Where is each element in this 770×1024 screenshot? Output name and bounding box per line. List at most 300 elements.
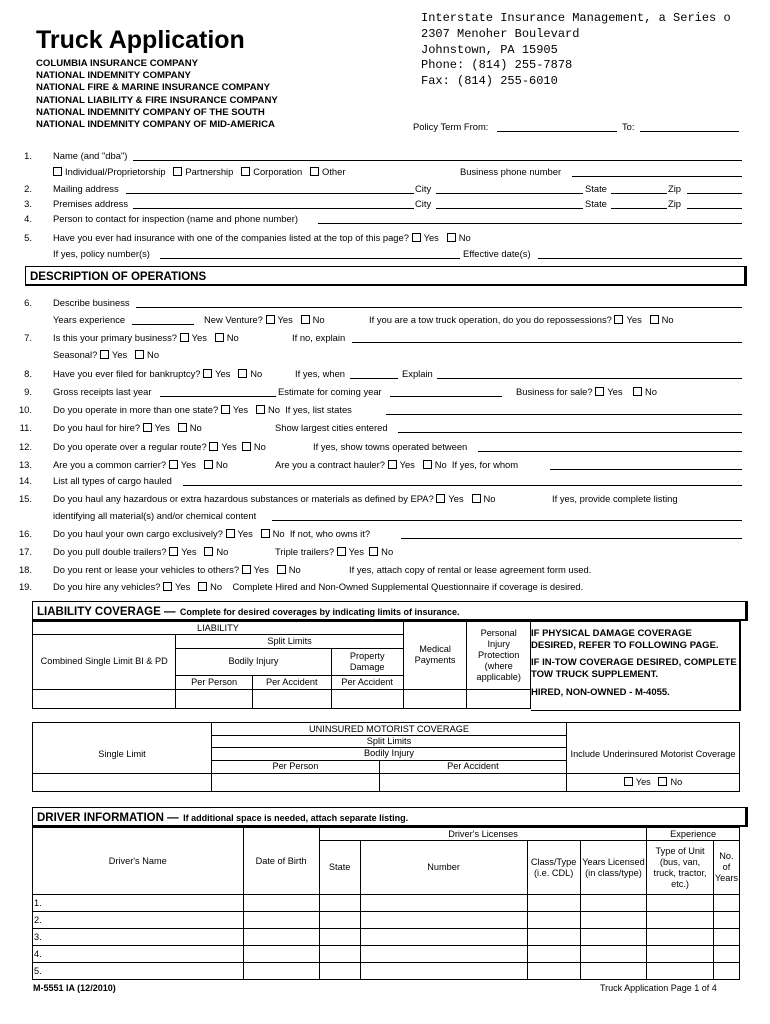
premises-zip-field[interactable] bbox=[687, 197, 742, 209]
medical-payments-cell[interactable] bbox=[403, 689, 467, 708]
common-carrier-row bbox=[53, 458, 228, 471]
yes-label: Yes bbox=[253, 564, 269, 575]
seasonal-label: Seasonal? bbox=[53, 349, 98, 360]
yes-label: Yes bbox=[191, 332, 207, 343]
yes-checkbox[interactable] bbox=[221, 405, 230, 414]
cell[interactable] bbox=[243, 946, 319, 963]
tow-repo-row bbox=[369, 313, 674, 326]
operations-section-header bbox=[25, 266, 747, 286]
cell[interactable] bbox=[580, 929, 647, 946]
no-label: No bbox=[381, 546, 394, 557]
single-limit-header: Single Limit bbox=[33, 736, 212, 774]
mailing-state-field[interactable] bbox=[611, 182, 667, 194]
cell[interactable] bbox=[243, 963, 319, 980]
per-person-header: Per Person bbox=[212, 760, 380, 773]
section-title: LIABILITY COVERAGE — bbox=[37, 606, 176, 618]
cell[interactable] bbox=[319, 895, 360, 912]
own-cargo-label: Do you haul your own cargo exclusively? bbox=[53, 528, 223, 539]
no-checkbox[interactable] bbox=[423, 460, 432, 469]
address-line: Johnstown, PA 15905 bbox=[421, 42, 558, 57]
hire-vehicles-label: Do you hire any vehicles? bbox=[53, 581, 161, 592]
cell[interactable] bbox=[527, 963, 580, 980]
state-label: State bbox=[585, 183, 607, 194]
row-number[interactable]: 1. bbox=[33, 895, 244, 912]
question-number: 14. bbox=[18, 475, 32, 486]
per-accident-header: Per Accident bbox=[252, 675, 331, 689]
no-label: No bbox=[458, 232, 471, 243]
page-number: Truck Application Page 1 of 4 bbox=[600, 983, 717, 993]
triple-trailers-label: Triple trailers? bbox=[275, 546, 335, 557]
yes-checkbox[interactable] bbox=[203, 369, 212, 378]
row-number[interactable]: 4. bbox=[33, 946, 244, 963]
address-line: Phone: (814) 255-7878 bbox=[421, 58, 573, 73]
license-number-header: Number bbox=[360, 841, 527, 895]
policy-term-row bbox=[413, 120, 488, 133]
yes-checkbox[interactable] bbox=[100, 350, 109, 359]
no-checkbox[interactable] bbox=[261, 529, 270, 538]
in-tow-note: IF IN-TOW COVERAGE DESIRED, COMPLETE TOW TRUCK SUPPLEMENT. bbox=[531, 657, 737, 680]
yes-checkbox[interactable] bbox=[388, 460, 397, 469]
blank-cell bbox=[33, 723, 212, 736]
yes-checkbox[interactable] bbox=[163, 582, 172, 591]
cell[interactable] bbox=[647, 963, 714, 980]
mailing-city-field[interactable] bbox=[436, 182, 583, 194]
cell[interactable] bbox=[319, 929, 360, 946]
mailing-zip-field[interactable] bbox=[687, 182, 742, 194]
years-experience-label: Years experience bbox=[53, 314, 126, 325]
dob-header: Date of Birth bbox=[243, 828, 319, 895]
question-number: 5. bbox=[24, 232, 32, 243]
question-number: 15. bbox=[18, 493, 32, 504]
cell[interactable] bbox=[713, 895, 739, 912]
yes-checkbox[interactable] bbox=[180, 333, 189, 342]
cell[interactable] bbox=[243, 912, 319, 929]
um-per-person-cell[interactable] bbox=[212, 773, 380, 791]
individual-checkbox[interactable] bbox=[53, 167, 62, 176]
zip-label: Zip bbox=[668, 183, 682, 194]
regular-route-row bbox=[53, 440, 266, 453]
no-checkbox[interactable] bbox=[198, 582, 207, 591]
primary-explain-field[interactable] bbox=[352, 331, 742, 343]
no-checkbox[interactable] bbox=[238, 369, 247, 378]
no-checkbox[interactable] bbox=[650, 315, 659, 324]
no-checkbox[interactable] bbox=[472, 494, 481, 503]
blank-cell bbox=[567, 723, 740, 736]
no-checkbox[interactable] bbox=[204, 547, 213, 556]
cell[interactable] bbox=[527, 912, 580, 929]
yes-label: Yes bbox=[215, 368, 231, 379]
uninsured-motorist-table bbox=[32, 722, 740, 792]
no-label: No bbox=[250, 368, 263, 379]
estimate-label: Estimate for coming year bbox=[278, 386, 382, 397]
double-trailers-label: Do you pull double trailers? bbox=[53, 546, 167, 557]
driver-name-header: Driver's Name bbox=[33, 828, 244, 895]
effective-date-label: Effective date(s) bbox=[463, 248, 531, 259]
yes-checkbox[interactable] bbox=[412, 233, 421, 242]
explain-label: Explain bbox=[402, 368, 433, 379]
years-experience-field[interactable] bbox=[132, 313, 194, 325]
yes-label: Yes bbox=[399, 459, 415, 470]
cell[interactable] bbox=[713, 929, 739, 946]
mailing-address-field[interactable] bbox=[126, 182, 414, 194]
company-name: NATIONAL INDEMNITY COMPANY OF MID-AMERICA bbox=[36, 119, 275, 131]
yes-checkbox[interactable] bbox=[266, 315, 275, 324]
no-label: No bbox=[267, 404, 280, 415]
section-subtitle: If additional space is needed, attach separate listing. bbox=[183, 813, 409, 823]
zip-label: Zip bbox=[668, 198, 682, 209]
yes-checkbox[interactable] bbox=[624, 777, 633, 786]
no-label: No bbox=[670, 776, 683, 787]
row-number[interactable]: 3. bbox=[33, 929, 244, 946]
policy-number-label: If yes, policy number(s) bbox=[53, 248, 150, 259]
when-label: If yes, when bbox=[295, 368, 346, 379]
state-label: State bbox=[585, 198, 607, 209]
prior-insurance-label: Have you ever had insurance with one of the companies listed at the top of this page? bbox=[53, 232, 409, 243]
company-name: COLUMBIA INSURANCE COMPANY bbox=[36, 58, 199, 69]
cell[interactable] bbox=[647, 946, 714, 963]
question-number: 17. bbox=[18, 546, 32, 557]
policy-from-label: Policy Term From: bbox=[413, 121, 489, 132]
regular-route-label: Do you operate over a regular route? bbox=[53, 441, 207, 452]
states-field[interactable] bbox=[386, 403, 742, 415]
policy-to-field[interactable] bbox=[640, 120, 739, 132]
contract-hauler-row bbox=[275, 458, 518, 471]
business-sale-row bbox=[516, 385, 657, 398]
driver-table bbox=[32, 827, 740, 980]
question-number: 6. bbox=[24, 297, 32, 308]
no-checkbox[interactable] bbox=[242, 442, 251, 451]
for-whom-field[interactable] bbox=[550, 458, 742, 470]
section-title: DESCRIPTION OF OPERATIONS bbox=[30, 271, 207, 283]
question-number: 7. bbox=[24, 332, 32, 343]
question-number: 16. bbox=[18, 528, 32, 539]
yes-label: Yes bbox=[232, 404, 249, 415]
other-label: Other bbox=[322, 166, 346, 177]
yes-label: Yes bbox=[277, 314, 293, 325]
uninsured-title: UNINSURED MOTORIST COVERAGE bbox=[212, 723, 567, 736]
name-label: Name (and "dba") bbox=[53, 150, 128, 161]
liability-header: LIABILITY bbox=[33, 622, 404, 635]
question-number: 18. bbox=[18, 564, 32, 575]
combined-single-cell[interactable] bbox=[33, 689, 176, 708]
row-number[interactable]: 5. bbox=[33, 963, 244, 980]
pd-per-accident-cell[interactable] bbox=[331, 689, 403, 708]
no-checkbox[interactable] bbox=[215, 333, 224, 342]
question-number: 12. bbox=[18, 441, 32, 452]
liability-section-header bbox=[32, 601, 748, 621]
combined-single-header: Combined Single Limit BI & PD bbox=[33, 635, 176, 690]
table-row bbox=[33, 895, 740, 912]
cell[interactable] bbox=[713, 912, 739, 929]
premises-city-field[interactable] bbox=[436, 197, 583, 209]
page-title: Truck Application bbox=[36, 26, 245, 54]
cell[interactable] bbox=[580, 963, 647, 980]
no-checkbox[interactable] bbox=[178, 423, 187, 432]
yes-checkbox[interactable] bbox=[169, 460, 178, 469]
no-label: No bbox=[483, 493, 496, 504]
underinsured-choice-cell bbox=[567, 773, 740, 791]
bodily-injury-header: Bodily Injury bbox=[176, 649, 331, 675]
gross-receipts-field[interactable] bbox=[160, 385, 276, 397]
entity-type-row bbox=[53, 165, 345, 178]
hazardous-label: Do you haul any hazardous or extra hazardous substances or materials as defined by EPA? bbox=[53, 493, 434, 504]
um-single-limit-cell[interactable] bbox=[33, 773, 212, 791]
materials-field[interactable] bbox=[272, 509, 742, 521]
yes-label: Yes bbox=[154, 422, 170, 433]
licenses-header: Driver's Licenses bbox=[319, 828, 647, 841]
underinsured-header: Include Underinsured Motorist Coverage bbox=[567, 736, 740, 774]
for-whom-label: If yes, for whom bbox=[451, 459, 519, 470]
no-label: No bbox=[272, 528, 285, 539]
years-count-header: No. of Years bbox=[713, 841, 739, 895]
row-number[interactable]: 2. bbox=[33, 912, 244, 929]
largest-cities-field[interactable] bbox=[398, 421, 742, 433]
city-label: City bbox=[415, 183, 432, 194]
yes-label: Yes bbox=[348, 546, 364, 557]
cell[interactable] bbox=[580, 946, 647, 963]
yes-label: Yes bbox=[180, 459, 196, 470]
haul-for-hire-row bbox=[53, 421, 202, 434]
question-number: 11. bbox=[19, 422, 32, 433]
no-checkbox[interactable] bbox=[277, 565, 286, 574]
table-row bbox=[33, 912, 740, 929]
cell[interactable] bbox=[527, 895, 580, 912]
cell[interactable] bbox=[580, 912, 647, 929]
yes-checkbox[interactable] bbox=[242, 565, 251, 574]
no-label: No bbox=[226, 332, 239, 343]
individual-label: Individual/Proprietorship bbox=[65, 166, 166, 177]
question-number: 2. bbox=[24, 183, 32, 194]
complete-listing-label: If yes, provide complete listing bbox=[552, 493, 678, 504]
cargo-types-field[interactable] bbox=[183, 474, 742, 486]
cargo-types-label: List all types of cargo hauled bbox=[53, 475, 172, 486]
hire-vehicles-row bbox=[53, 580, 583, 593]
policy-to-label: To: bbox=[622, 121, 635, 132]
driver-section-header bbox=[32, 807, 748, 827]
unit-type-header: Type of Unit (bus, van, truck, tractor, etc.) bbox=[647, 841, 714, 895]
yes-label: Yes bbox=[237, 528, 253, 539]
bi-per-accident-cell[interactable] bbox=[252, 689, 331, 708]
per-accident-header: Per Accident bbox=[331, 675, 403, 689]
form-id: M-5551 IA (12/2010) bbox=[33, 983, 116, 993]
yes-label: Yes bbox=[111, 349, 128, 360]
partnership-label: Partnership bbox=[185, 166, 234, 177]
yes-label: Yes bbox=[221, 441, 237, 452]
no-checkbox[interactable] bbox=[633, 387, 642, 396]
pip-header: Personal Injury Protection (where applicable) bbox=[467, 622, 531, 690]
per-person-header: Per Person bbox=[176, 675, 253, 689]
who-owns-label: If not, who owns it? bbox=[289, 528, 371, 539]
cell[interactable] bbox=[360, 912, 527, 929]
own-cargo-row bbox=[53, 527, 370, 540]
effective-date-field[interactable] bbox=[538, 247, 742, 259]
yes-checkbox[interactable] bbox=[436, 494, 445, 503]
towns-label: If yes, show towns operated between bbox=[313, 441, 468, 452]
cell[interactable] bbox=[360, 929, 527, 946]
other-checkbox[interactable] bbox=[310, 167, 319, 176]
cell[interactable] bbox=[527, 946, 580, 963]
cell[interactable] bbox=[360, 963, 527, 980]
bankruptcy-row bbox=[53, 367, 262, 380]
experience-header: Experience bbox=[647, 828, 740, 841]
no-label: No bbox=[253, 441, 266, 452]
no-label: No bbox=[661, 314, 674, 325]
double-trailers-row bbox=[53, 545, 228, 558]
triple-trailers-row bbox=[275, 545, 393, 558]
no-label: No bbox=[312, 314, 325, 325]
who-owns-field[interactable] bbox=[401, 527, 742, 539]
no-label: No bbox=[147, 349, 160, 360]
company-name: NATIONAL INDEMNITY COMPANY bbox=[36, 70, 191, 82]
gross-receipts-label: Gross receipts last year bbox=[53, 386, 152, 397]
split-limits-header: Split Limits bbox=[176, 635, 403, 649]
yes-checkbox[interactable] bbox=[614, 315, 623, 324]
medical-payments-header: Medical Payments bbox=[403, 622, 467, 690]
rent-lease-label: Do you rent or lease your vehicles to others? bbox=[53, 564, 240, 575]
yes-label: Yes bbox=[181, 546, 197, 557]
no-label: No bbox=[216, 546, 229, 557]
contact-field[interactable] bbox=[318, 212, 742, 224]
identify-materials-label: identifying all material(s) and/or chemical content bbox=[53, 510, 257, 521]
policy-from-field[interactable] bbox=[497, 120, 617, 132]
question-number: 3. bbox=[24, 198, 32, 209]
table-row bbox=[33, 963, 740, 980]
corporation-checkbox[interactable] bbox=[241, 167, 250, 176]
no-label: No bbox=[215, 459, 228, 470]
question-number: 1. bbox=[24, 150, 32, 161]
cell[interactable] bbox=[713, 946, 739, 963]
rent-lease-row bbox=[53, 563, 301, 576]
question-number: 10. bbox=[18, 404, 32, 415]
hired-non-owned-form-note: HIRED, NON-OWNED - M-4055. bbox=[531, 687, 670, 698]
hazardous-row bbox=[53, 492, 496, 505]
question-number: 4. bbox=[24, 213, 32, 224]
yes-checkbox[interactable] bbox=[209, 442, 218, 451]
name-field[interactable] bbox=[133, 149, 742, 161]
business-phone-label: Business phone number bbox=[460, 166, 562, 177]
multi-state-row bbox=[53, 403, 352, 416]
years-licensed-header: Years Licensed (in class/type) bbox=[580, 841, 647, 895]
address-line: Interstate Insurance Management, a Series o bbox=[421, 11, 731, 25]
yes-checkbox[interactable] bbox=[595, 387, 604, 396]
no-checkbox[interactable] bbox=[447, 233, 456, 242]
per-accident-header: Per Accident bbox=[379, 760, 566, 773]
cell[interactable] bbox=[319, 946, 360, 963]
bankruptcy-when-field[interactable] bbox=[350, 367, 398, 379]
question-number: 19. bbox=[18, 581, 32, 592]
company-list bbox=[36, 58, 278, 131]
business-sale-label: Business for sale? bbox=[516, 386, 593, 397]
address-line: Fax: (814) 255-6010 bbox=[421, 74, 558, 89]
cell[interactable] bbox=[360, 946, 527, 963]
city-label: City bbox=[415, 198, 432, 209]
list-states-label: If yes, list states bbox=[285, 404, 352, 415]
company-name: NATIONAL LIABILITY & FIRE INSURANCE COMPANY bbox=[36, 94, 278, 106]
no-label: No bbox=[644, 386, 657, 397]
cell[interactable] bbox=[647, 912, 714, 929]
cell[interactable] bbox=[527, 929, 580, 946]
cell[interactable] bbox=[319, 963, 360, 980]
property-damage-header: Property Damage bbox=[331, 649, 403, 675]
haul-for-hire-label: Do you haul for hire? bbox=[53, 422, 141, 433]
cell[interactable] bbox=[243, 895, 319, 912]
hired-non-owned-note: Complete Hired and Non-Owned Supplemental Questionnaire if coverage is desired. bbox=[232, 581, 584, 592]
no-checkbox[interactable] bbox=[301, 315, 310, 324]
liability-table bbox=[32, 621, 531, 709]
towns-field[interactable] bbox=[478, 440, 742, 452]
no-label: No bbox=[210, 581, 223, 592]
mailing-address-label: Mailing address bbox=[53, 183, 119, 194]
cell[interactable] bbox=[647, 929, 714, 946]
um-per-accident-cell[interactable] bbox=[379, 773, 566, 791]
premises-address-label: Premises address bbox=[53, 198, 129, 209]
pip-cell[interactable] bbox=[467, 689, 531, 708]
yes-label: Yes bbox=[607, 386, 623, 397]
partnership-checkbox[interactable] bbox=[173, 167, 182, 176]
primary-business-label: Is this your primary business? bbox=[53, 332, 178, 343]
seasonal-row bbox=[53, 348, 159, 361]
multi-state-label: Do you operate in more than one state? bbox=[53, 404, 219, 415]
section-title: DRIVER INFORMATION — bbox=[37, 812, 179, 824]
table-row bbox=[33, 929, 740, 946]
explain-label: If no, explain bbox=[292, 332, 346, 343]
cell[interactable] bbox=[713, 963, 739, 980]
primary-business-row bbox=[53, 331, 239, 344]
estimate-field[interactable] bbox=[390, 385, 502, 397]
premises-state-field[interactable] bbox=[611, 197, 667, 209]
no-label: No bbox=[434, 459, 447, 470]
bankruptcy-label: Have you ever filed for bankruptcy? bbox=[53, 368, 201, 379]
cell[interactable] bbox=[647, 895, 714, 912]
split-limits-header: Split Limits bbox=[212, 736, 567, 748]
no-checkbox[interactable] bbox=[135, 350, 144, 359]
yes-checkbox[interactable] bbox=[169, 547, 178, 556]
no-checkbox[interactable] bbox=[256, 405, 265, 414]
bankruptcy-explain-field[interactable] bbox=[437, 367, 742, 379]
bi-per-person-cell[interactable] bbox=[176, 689, 253, 708]
tow-repo-label: If you are a tow truck operation, do you do repossessions? bbox=[369, 314, 612, 325]
bodily-injury-header: Bodily Injury bbox=[212, 748, 567, 760]
address-line: 2307 Menoher Boulevard bbox=[421, 26, 580, 41]
no-label: No bbox=[189, 422, 202, 433]
cell[interactable] bbox=[360, 895, 527, 912]
yes-checkbox[interactable] bbox=[226, 529, 235, 538]
yes-label: Yes bbox=[635, 776, 651, 787]
largest-cities-label: Show largest cities entered bbox=[275, 422, 388, 433]
yes-checkbox[interactable] bbox=[337, 547, 346, 556]
state-header: State bbox=[319, 841, 360, 895]
yes-label: Yes bbox=[423, 232, 439, 243]
describe-business-label: Describe business bbox=[53, 297, 130, 308]
business-phone-field[interactable] bbox=[572, 165, 742, 177]
yes-label: Yes bbox=[174, 581, 191, 592]
contract-hauler-label: Are you a contract hauler? bbox=[275, 459, 385, 470]
cell[interactable] bbox=[243, 929, 319, 946]
policy-number-field[interactable] bbox=[160, 247, 460, 259]
yes-checkbox[interactable] bbox=[143, 423, 152, 432]
no-checkbox[interactable] bbox=[369, 547, 378, 556]
premises-address-field[interactable] bbox=[133, 197, 414, 209]
cell[interactable] bbox=[580, 895, 647, 912]
describe-business-field[interactable] bbox=[136, 296, 742, 308]
question-number: 9. bbox=[24, 386, 32, 397]
no-checkbox[interactable] bbox=[658, 777, 667, 786]
class-type-header: Class/Type (i.e. CDL) bbox=[527, 841, 580, 895]
cell[interactable] bbox=[319, 912, 360, 929]
new-venture-label: New Venture? bbox=[204, 314, 263, 325]
yes-label: Yes bbox=[448, 493, 464, 504]
no-checkbox[interactable] bbox=[204, 460, 213, 469]
